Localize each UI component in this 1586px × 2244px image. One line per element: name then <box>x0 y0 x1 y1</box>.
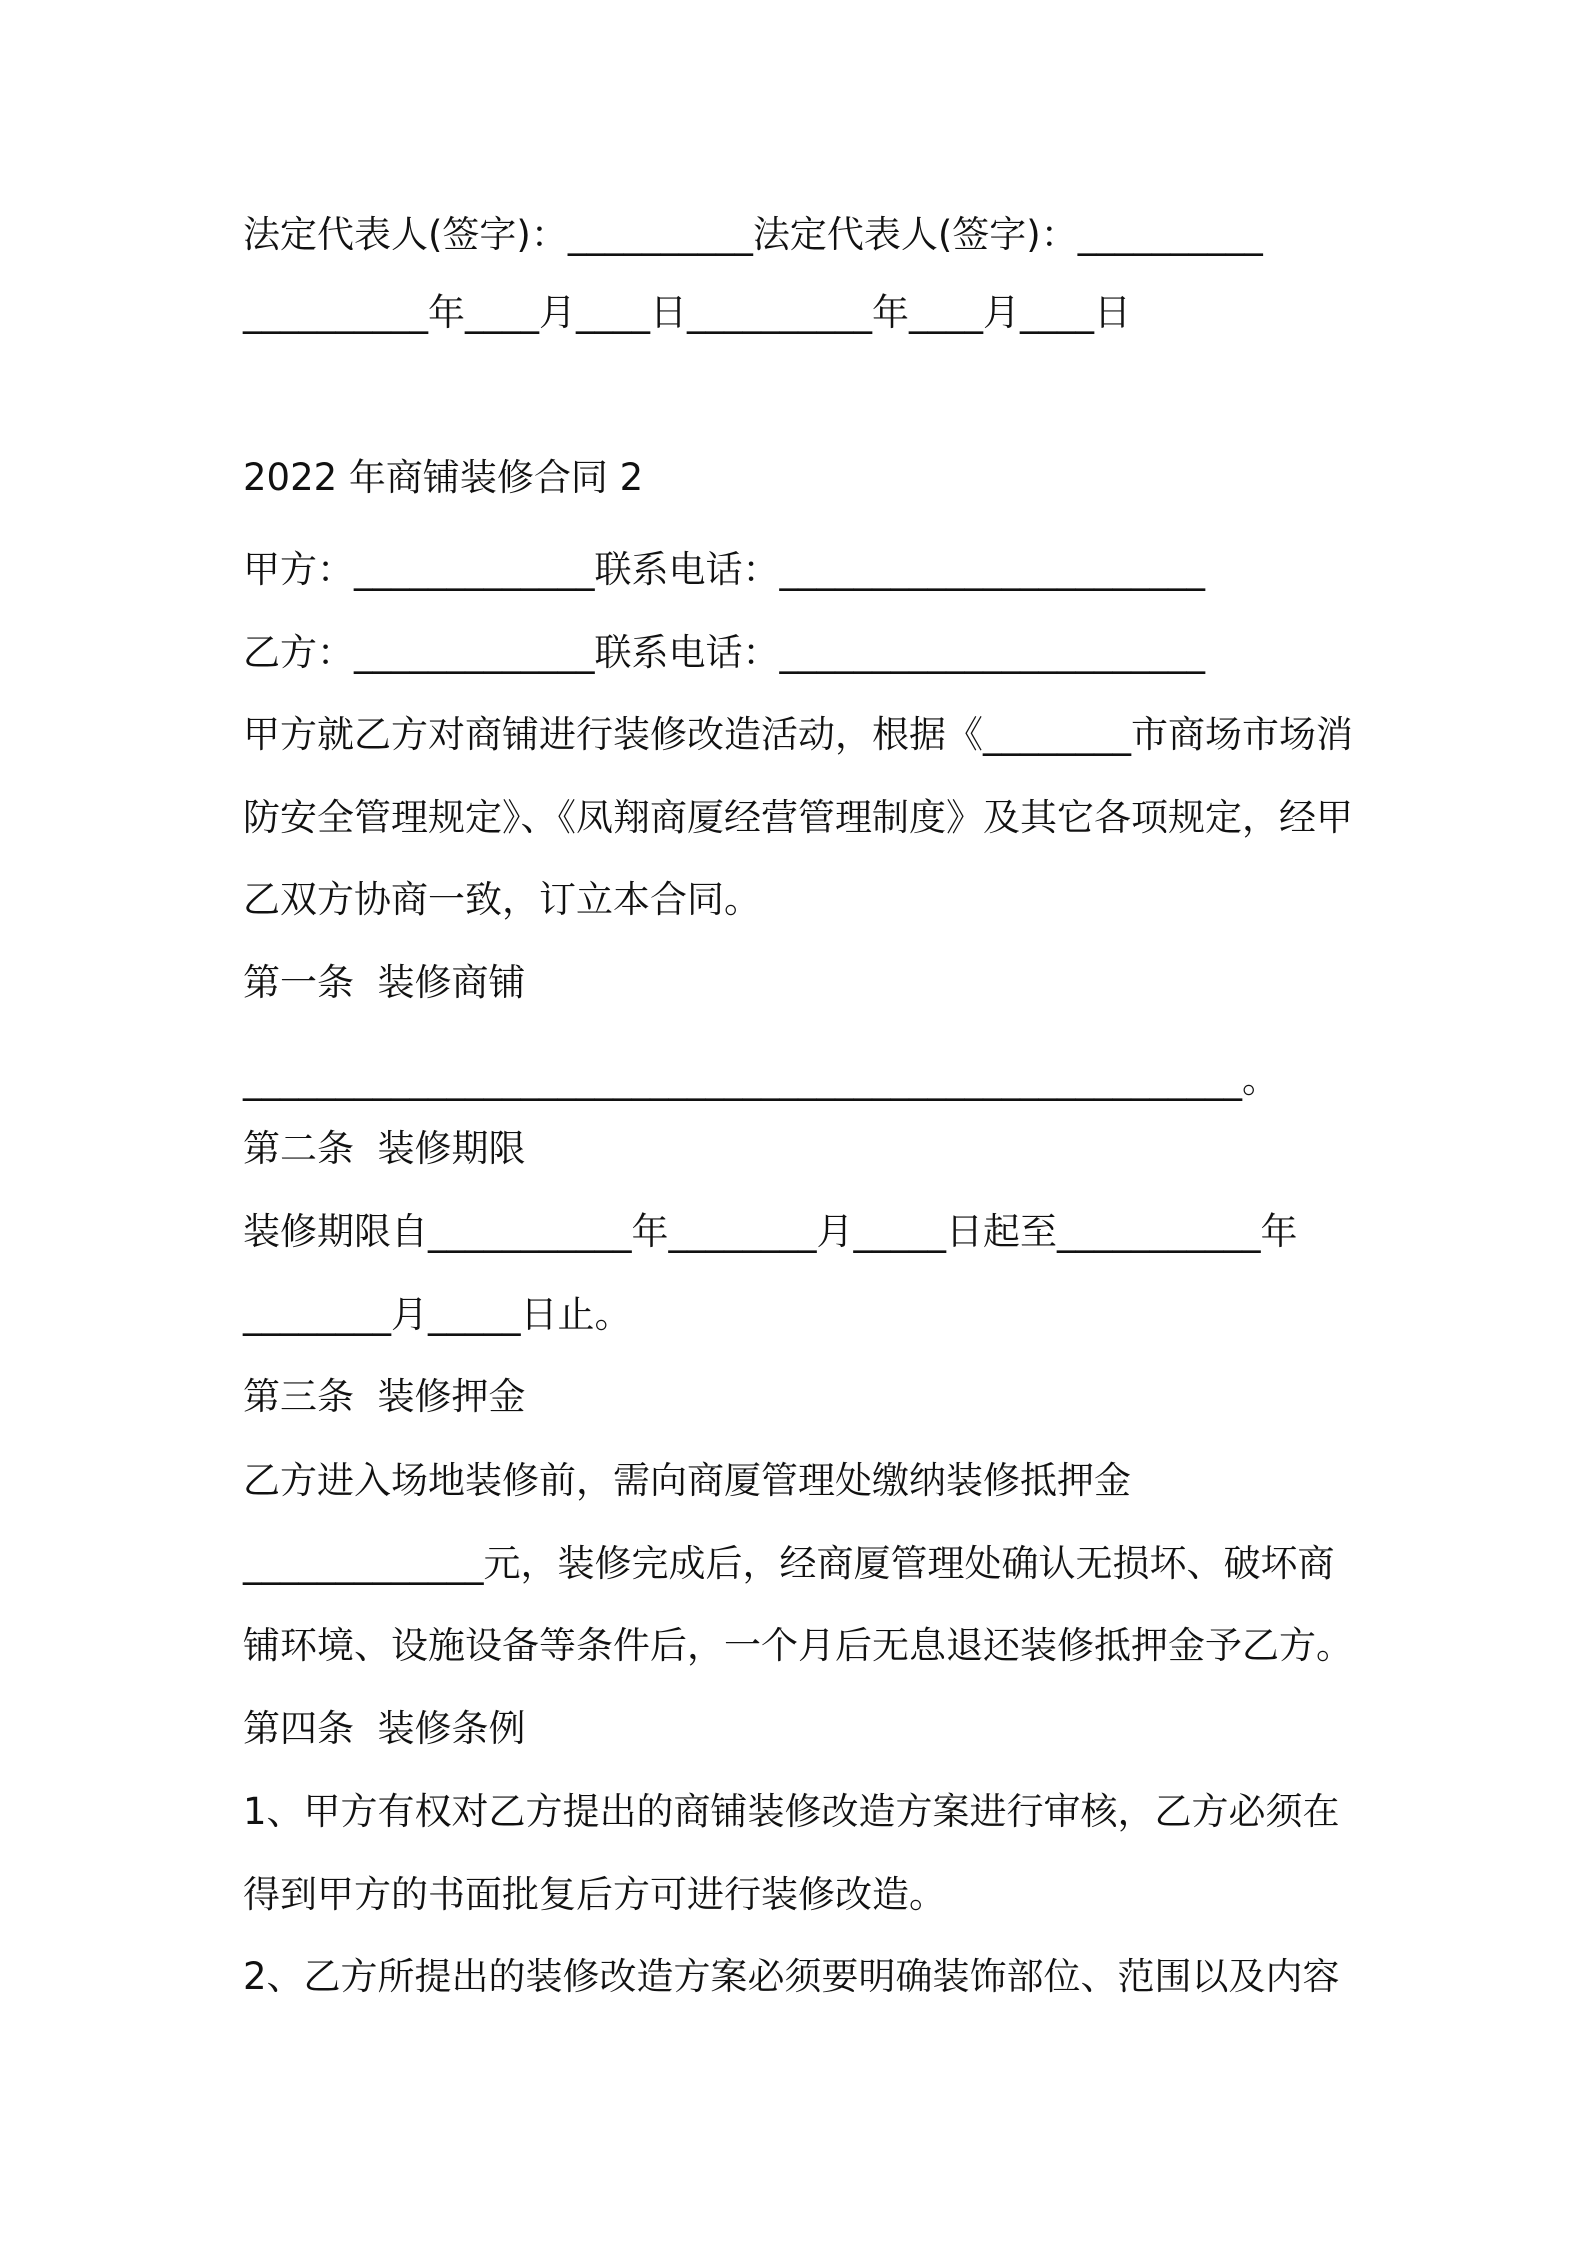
article3-body-line: 乙方进入场地装修前，需向商厦管理处缴纳装修抵押金 <box>243 1459 1131 1502</box>
article3-body-line: 铺环境、设施设备等条件后，一个月后无息退还装修抵押金予乙方。 <box>243 1624 1353 1667</box>
article3-body-line: _____________元，装修完成后，经商厦管理处确认无损坏、破坏商 <box>243 1542 1335 1585</box>
party-a-line: 甲方：_____________联系电话：_______________________ <box>243 548 1205 591</box>
preamble-line: 乙双方协商一致，订立本合同。 <box>243 878 761 921</box>
preamble-line: 防安全管理规定》、《凤翔商厦经营管理制度》及其它各项规定，经甲 <box>243 796 1353 839</box>
article2-body-line: 装修期限自___________年________月_____日起至___________年 <box>243 1210 1298 1253</box>
article4-item-line: 1、甲方有权对乙方提出的商铺装修改造方案进行审核，乙方必须在 <box>243 1790 1340 1833</box>
article1-heading: 第一条 装修商铺 <box>243 961 526 1004</box>
article4-heading: 第四条 装修条例 <box>243 1707 526 1750</box>
article2-heading: 第二条 装修期限 <box>243 1127 526 1170</box>
article1-body: ______________________________________________________。 <box>243 1058 1279 1101</box>
party-b-line: 乙方：_____________联系电话：_______________________ <box>243 631 1205 674</box>
article4-item-line: 2、乙方所提出的装修改造方案必须要明确装饰部位、范围以及内容 <box>243 1955 1340 1998</box>
contract-title: 2022 年商铺装修合同 2 <box>243 456 644 499</box>
article3-heading: 第三条 装修押金 <box>243 1375 526 1418</box>
preamble-line: 甲方就乙方对商铺进行装修改造活动，根据《________市商场市场消 <box>243 713 1353 756</box>
signature-rep-line: 法定代表人(签字)：__________法定代表人(签字)：__________ <box>243 213 1263 256</box>
article4-item-line: 得到甲方的书面批复后方可进行装修改造。 <box>243 1873 946 1916</box>
signature-date-line: __________年____月____日__________年____月____日 <box>243 291 1131 334</box>
article2-body-line: ________月_____日止。 <box>243 1293 632 1336</box>
